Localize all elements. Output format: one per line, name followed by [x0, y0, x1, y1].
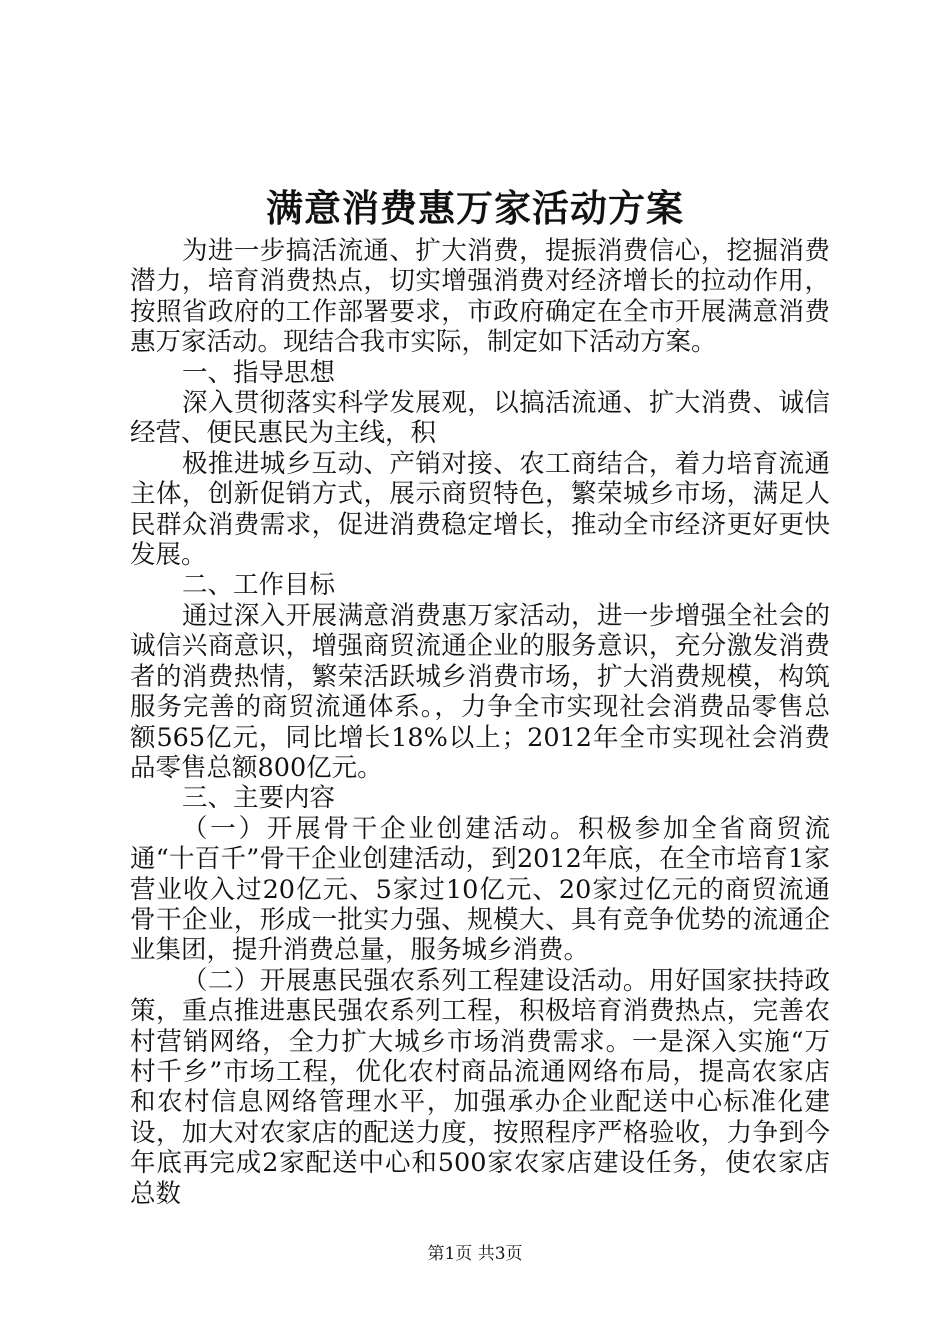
- section-heading-main-content: 三、主要内容: [182, 783, 336, 814]
- document-body: [130, 236, 830, 1209]
- section-heading-guiding-ideology: 一、指导思想: [182, 357, 336, 388]
- page-footer: 第1页 共3页: [427, 1244, 523, 1264]
- intro-paragraph: 为进一步搞活流通、扩大消费，提振消费信心，挖掘消费潜力，培育消费热点，切实增强消费对经济增长的拉动作用，按照省政府的工作部署要求，市政府确定在全市开展满意消费惠万家活动。现结合我市实际，制定如下活动方案。: [130, 236, 830, 358]
- guiding-ideology-paragraph: 深入贯彻落实科学发展观，以搞活流通、扩大消费、诚信经营、便民惠民为主线，积: [130, 388, 830, 449]
- work-goals-paragraph: 通过深入开展满意消费惠万家活动，进一步增强全社会的诚信兴商意识，增强商贸流通企业的服务意识，充分激发消费者的消费热情，繁荣活跃城乡消费市场，扩大消费规模，构筑服务完善的商贸流通体系。，力争全市实现社会消费品零售总额565亿元，同比增长18%以上；2012年全市实现社会消费品零售总额800亿元。: [130, 600, 830, 783]
- main-content-item-1: （一）开展骨干企业创建活动。积极参加全省商贸流通“十百千”骨干企业创建活动，到2012年底，在全市培育1家营业收入过20亿元、5家过10亿元、20家过亿元的商贸流通骨干企业，形成一批实力强、规模大、具有竞争优势的流通企业集团，提升消费总量，服务城乡消费。: [130, 813, 830, 966]
- document-title: 满意消费惠万家活动方案: [266, 186, 684, 230]
- section-heading-work-goals: 二、工作目标: [182, 570, 336, 601]
- main-content-item-2: （二）开展惠民强农系列工程建设活动。用好国家扶持政策，重点推进惠民强农系列工程，积极培育消费热点，完善农村营销网络，全力扩大城乡市场消费需求。一是深入实施“万村千乡”市场工程，优化农村商品流通网络布局，提高农家店和农村信息网络管理水平，加强承办企业配送中心标准化建设，加大对农家店的配送力度，按照程序严格验收，力争到今年底再完成2家配送中心和500家农家店建设任务，使农家店总数: [130, 965, 830, 1209]
- guiding-ideology-continuation-paragraph: 极推进城乡互动、产销对接、农工商结合，着力培育流通主体，创新促销方式，展示商贸特色，繁荣城乡市场，满足人民群众消费需求，促进消费稳定增长，推动全市经济更好更快发展。: [130, 448, 830, 571]
